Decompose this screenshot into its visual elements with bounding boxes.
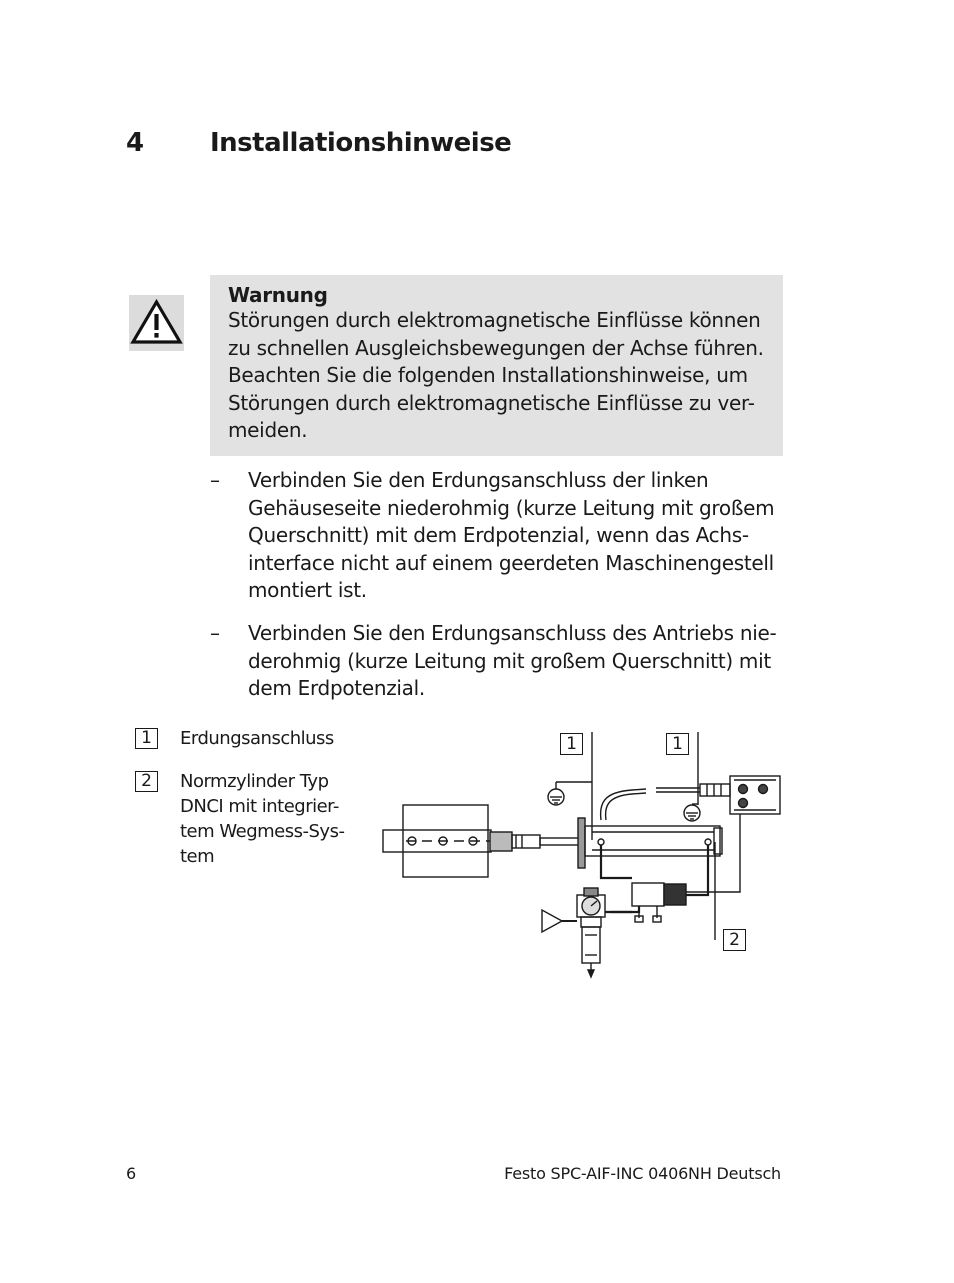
legend-number-1: 1 <box>135 728 158 749</box>
legend-text-1 <box>180 726 360 751</box>
chapter-title: Installationshinweise <box>210 128 512 158</box>
warning-title: Warnung <box>228 283 328 307</box>
instruction-1-text <box>248 467 788 605</box>
instruction-line: Gehäuseseite niederohmig (kurze Leitung mit großem <box>248 495 775 520</box>
document-reference: Festo SPC-AIF-INC 0406NH Deutsch <box>504 1164 781 1183</box>
warning-line: Störungen durch elektromagnetische Einflüsse können <box>228 308 761 332</box>
instruction-line: Verbinden Sie den Erdungsanschluss des Antriebs nie- <box>248 621 777 645</box>
chapter-number: 4 <box>126 128 144 158</box>
figure-callout-2: 2 <box>723 929 746 951</box>
coupling <box>490 832 512 851</box>
warning-line: zu schnellen Ausgleichsbewegungen der Achse führen. <box>228 335 764 360</box>
valve-solenoid <box>664 884 686 905</box>
legend-line: DNCI mit integrier- <box>180 796 339 817</box>
instruction-line: dem Erdpotenzial. <box>248 676 425 700</box>
legend-line: tem Wegmess-Sys- <box>180 821 345 842</box>
figure-callout-1-right: 1 <box>666 733 689 755</box>
warning-triangle-icon <box>129 295 184 351</box>
page-number: 6 <box>126 1164 137 1183</box>
warning-text <box>228 307 769 445</box>
warning-line: Störungen durch elektromagnetische Einflüsse zu ver- <box>228 390 755 415</box>
instruction-line: Verbinden Sie den Erdungsanschluss der linken <box>248 468 709 492</box>
legend-line: tem <box>180 846 215 867</box>
instruction-line: derohmig (kurze Leitung mit großem Querschnitt) mit <box>248 648 771 673</box>
interface-module <box>730 776 780 814</box>
instruction-dash: – <box>210 468 220 492</box>
legend-line: Erdungsanschluss <box>180 728 334 749</box>
instruction-line: montiert ist. <box>248 578 367 602</box>
instruction-line: Querschnitt) mit dem Erdpotenzial, wenn das Achs- <box>248 523 749 547</box>
cylinder-flange <box>578 818 585 868</box>
warning-icon-box <box>129 295 184 351</box>
warning-box <box>210 275 783 456</box>
piston-rod <box>540 838 580 845</box>
warning-line: Beachten Sie die folgenden Installationshinweise, um <box>228 363 748 387</box>
warning-line: meiden. <box>228 418 308 442</box>
air-supply-icon <box>542 910 562 932</box>
legend-number-2: 2 <box>135 771 158 792</box>
legend-text-2 <box>180 769 360 869</box>
figure-callout-1-left: 1 <box>560 733 583 755</box>
valve <box>632 883 664 906</box>
cylinder-body <box>585 826 720 856</box>
instruction-2-text <box>248 620 788 703</box>
legend-line: Normzylinder Typ <box>180 771 329 792</box>
installation-diagram <box>370 720 820 990</box>
instruction-dash: – <box>210 621 220 645</box>
instruction-line: interface nicht auf einem geerdeten Maschinengestell <box>248 550 774 575</box>
